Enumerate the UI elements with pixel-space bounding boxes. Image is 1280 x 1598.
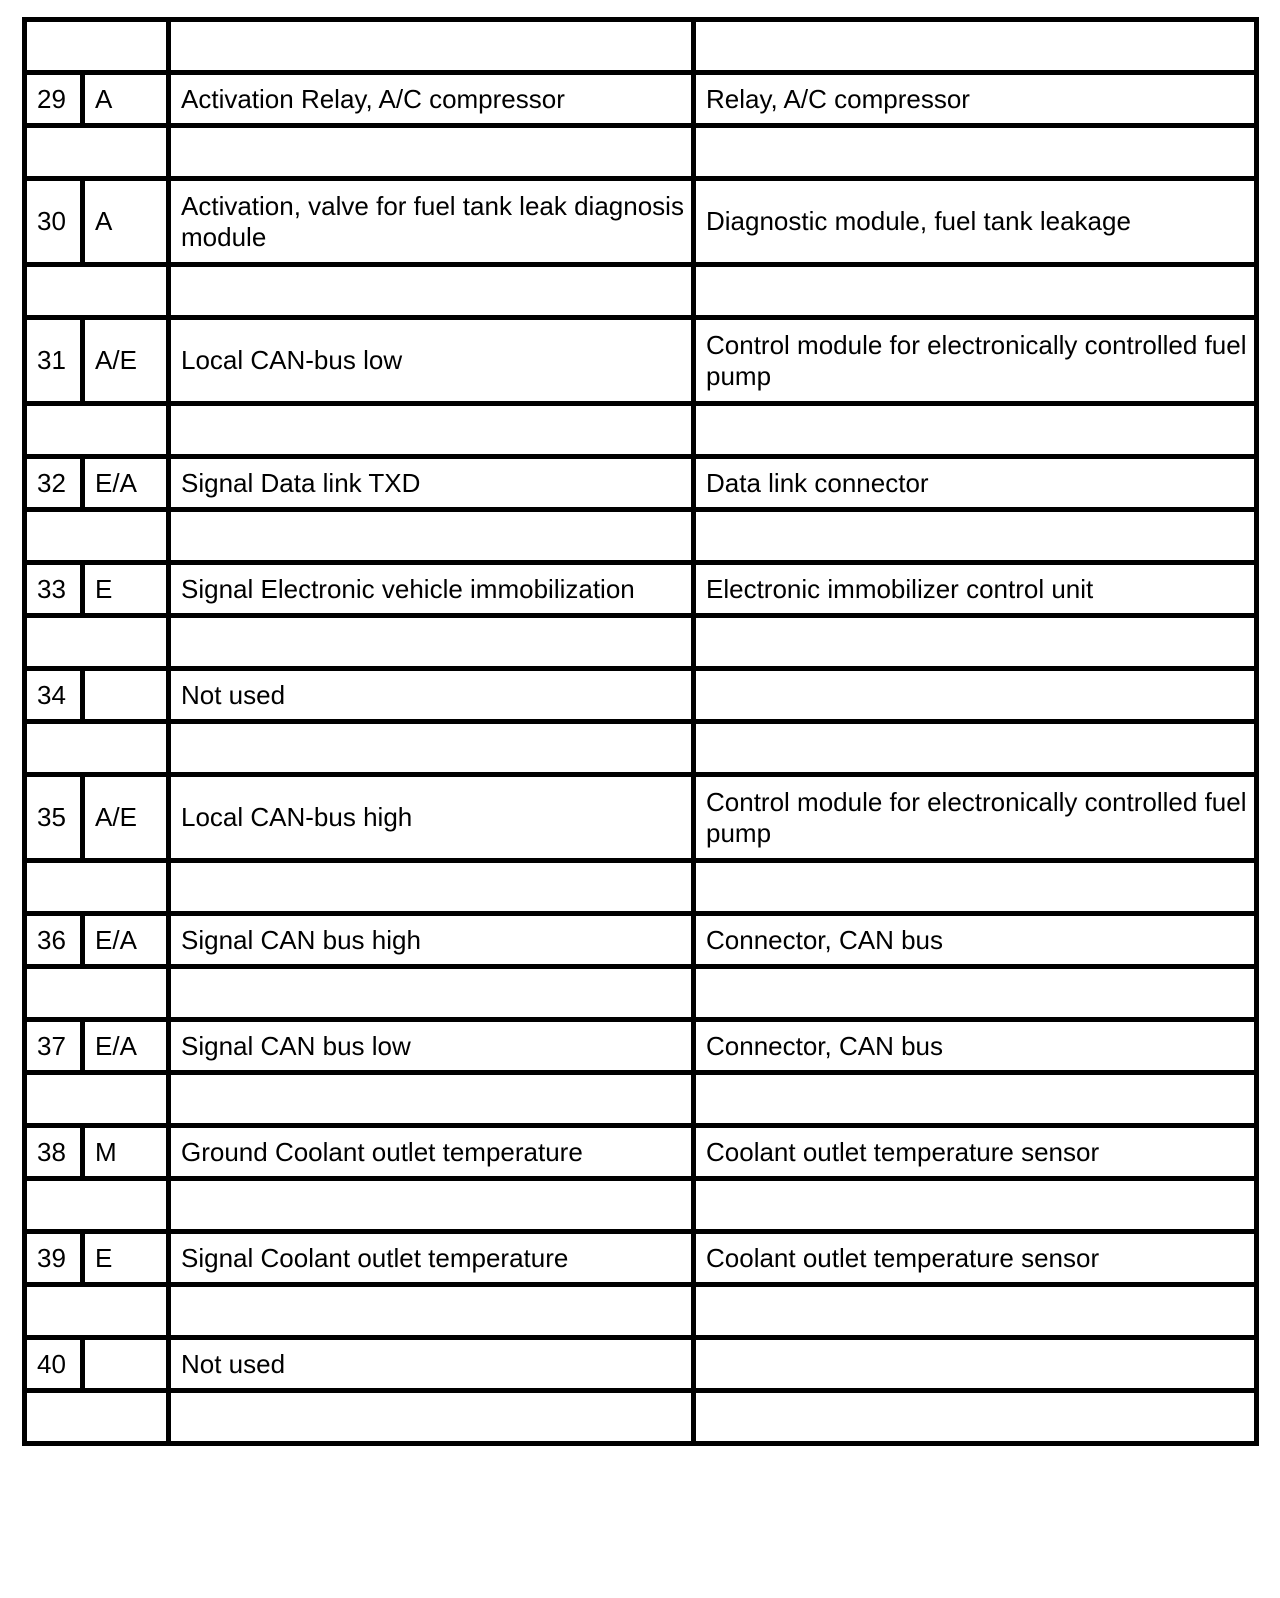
spacer-row [25,126,1257,179]
spacer-cell-component [694,510,1257,563]
spacer-row [25,510,1257,563]
spacer-cell-component [694,404,1257,457]
signal-type-cell: M [83,1126,169,1179]
pin-number-cell: 29 [25,73,83,126]
spacer-cell-component [694,722,1257,775]
pin-number-cell: 32 [25,457,83,510]
table-row [25,1126,1257,1179]
function-cell: Local CAN-bus low [169,318,694,404]
spacer-row [25,616,1257,669]
table-row [25,73,1257,126]
spacer-cell-pin [25,967,169,1020]
component-cell: Connector, CAN bus [694,1020,1257,1073]
spacer-cell-function [169,404,694,457]
pin-number-cell: 37 [25,1020,83,1073]
component-cell: Data link connector [694,457,1257,510]
table-row [25,1338,1257,1391]
pin-number-cell: 31 [25,318,83,404]
spacer-cell-function [169,861,694,914]
component-cell [694,1338,1257,1391]
table-row [25,1020,1257,1073]
spacer-cell-function [169,1179,694,1232]
spacer-cell-function [169,967,694,1020]
spacer-cell-function [169,510,694,563]
pin-number-cell: 35 [25,775,83,861]
function-cell: Signal CAN bus high [169,914,694,967]
spacer-cell-component [694,265,1257,318]
pin-number-cell: 40 [25,1338,83,1391]
spacer-cell-component [694,1179,1257,1232]
spacer-cell-component [694,1391,1257,1444]
table-row [25,775,1257,861]
spacer-cell-pin [25,1391,169,1444]
table-row [25,669,1257,722]
function-cell: Signal CAN bus low [169,1020,694,1073]
spacer-cell-pin [25,126,169,179]
signal-type-cell: E/A [83,914,169,967]
component-cell: Electronic immobilizer control unit [694,563,1257,616]
spacer-cell-component [694,1073,1257,1126]
spacer-row [25,1391,1257,1444]
signal-type-cell [83,1338,169,1391]
component-cell: Relay, A/C compressor [694,73,1257,126]
spacer-cell-component [694,861,1257,914]
signal-type-cell: A/E [83,318,169,404]
spacer-cell-function [169,126,694,179]
spacer-cell-pin [25,1073,169,1126]
spacer-row [25,1285,1257,1338]
component-cell: Diagnostic module, fuel tank leakage [694,179,1257,265]
table-row [25,179,1257,265]
spacer-cell-pin [25,265,169,318]
signal-type-cell: A [83,179,169,265]
spacer-cell-pin [25,861,169,914]
spacer-cell-function [169,1285,694,1338]
spacer-cell-pin [25,510,169,563]
spacer-cell-pin [25,1179,169,1232]
spacer-cell-function [169,20,694,73]
pin-number-cell: 36 [25,914,83,967]
component-cell: Coolant outlet temperature sensor [694,1126,1257,1179]
table-row [25,914,1257,967]
spacer-cell-pin [25,722,169,775]
function-cell: Signal Electronic vehicle immobilization [169,563,694,616]
pin-number-cell: 38 [25,1126,83,1179]
spacer-row [25,1179,1257,1232]
spacer-row [25,265,1257,318]
component-cell: Control module for electronically controlled fuel pump [694,775,1257,861]
function-cell: Activation, valve for fuel tank leak diagnosis module [169,179,694,265]
spacer-row [25,722,1257,775]
spacer-row [25,1073,1257,1126]
pin-number-cell: 30 [25,179,83,265]
spacer-cell-function [169,722,694,775]
signal-type-cell: A/E [83,775,169,861]
pin-assignment-table [22,17,1259,1446]
component-cell: Coolant outlet temperature sensor [694,1232,1257,1285]
table-row [25,1232,1257,1285]
spacer-cell-component [694,1285,1257,1338]
spacer-row [25,404,1257,457]
signal-type-cell: E [83,563,169,616]
signal-type-cell: A [83,73,169,126]
function-cell: Not used [169,1338,694,1391]
spacer-row [25,20,1257,73]
function-cell: Signal Data link TXD [169,457,694,510]
spacer-cell-component [694,967,1257,1020]
spacer-row [25,861,1257,914]
spacer-cell-pin [25,404,169,457]
component-cell: Control module for electronically controlled fuel pump [694,318,1257,404]
function-cell: Not used [169,669,694,722]
table-row [25,563,1257,616]
function-cell: Local CAN-bus high [169,775,694,861]
component-cell: Connector, CAN bus [694,914,1257,967]
spacer-row [25,967,1257,1020]
function-cell: Signal Coolant outlet temperature [169,1232,694,1285]
signal-type-cell: E/A [83,457,169,510]
spacer-cell-pin [25,616,169,669]
pin-number-cell: 33 [25,563,83,616]
table-row [25,457,1257,510]
signal-type-cell [83,669,169,722]
function-cell: Activation Relay, A/C compressor [169,73,694,126]
function-cell: Ground Coolant outlet temperature [169,1126,694,1179]
signal-type-cell: E [83,1232,169,1285]
pin-table-body [25,20,1257,1444]
pin-number-cell: 34 [25,669,83,722]
spacer-cell-function [169,265,694,318]
pin-number-cell: 39 [25,1232,83,1285]
spacer-cell-function [169,1391,694,1444]
spacer-cell-component [694,126,1257,179]
table-row [25,318,1257,404]
signal-type-cell: E/A [83,1020,169,1073]
spacer-cell-pin [25,1285,169,1338]
spacer-cell-pin [25,20,169,73]
component-cell [694,669,1257,722]
spacer-cell-component [694,20,1257,73]
spacer-cell-function [169,1073,694,1126]
spacer-cell-component [694,616,1257,669]
spacer-cell-function [169,616,694,669]
